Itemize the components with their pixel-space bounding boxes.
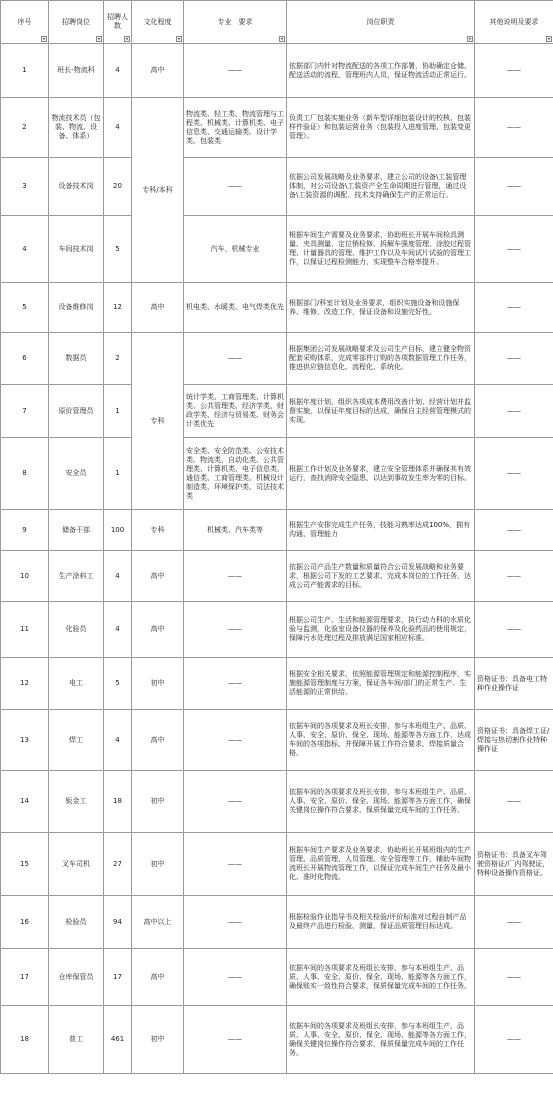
cell-duty[interactable]: 根据集团公司发展战略要求及公司生产目标，建立健全物资配套采购体系，完成零部件订购的各项数据管理工作任务，推进供应链信息化、流程化、系统化。 xyxy=(287,333,475,385)
cell-edu[interactable]: 高中以上 xyxy=(132,896,184,949)
cell-no[interactable]: 12 xyxy=(1,658,49,710)
cell-edu[interactable]: 初中 xyxy=(132,771,184,833)
cell-no[interactable]: 6 xyxy=(1,333,49,385)
cell-num[interactable]: 12 xyxy=(104,283,132,333)
filter-dropdown-icon[interactable] xyxy=(176,36,182,42)
cell-other[interactable]: —— xyxy=(475,44,553,98)
cell-no[interactable]: 16 xyxy=(1,896,49,949)
cell-post[interactable]: 钣金工 xyxy=(49,771,104,833)
header-label: 招聘人数 xyxy=(107,13,128,30)
cell-major[interactable]: —— xyxy=(184,949,287,1006)
cell-duty[interactable]: 根据生产安排完成生产任务，技能习熟率达成100%，拥有沟通、管理能力 xyxy=(287,510,475,551)
cell-num[interactable]: 20 xyxy=(104,158,132,216)
cell-duty[interactable]: 根据车间生产需要及业务要求，协助班长开展车间检具测量、夹具测量、定位销检修、拆解车强度管理、涂胶过程管理、计量器具的管理、维护工作以及车间试片试验的管理工作，以保证过程检测能力，实现整车合格率提升。 xyxy=(287,216,475,283)
cell-edu[interactable]: 高中 xyxy=(132,949,184,1006)
cell-post[interactable]: 原价管理员 xyxy=(49,385,104,438)
cell-num[interactable]: 1 xyxy=(104,438,132,510)
table-row xyxy=(1,385,553,438)
header-cell-no[interactable] xyxy=(1,1,49,44)
cell-major[interactable]: —— xyxy=(184,658,287,710)
cell-no[interactable]: 7 xyxy=(1,385,49,438)
cell-other[interactable]: —— xyxy=(475,1006,553,1074)
table-row xyxy=(1,44,553,98)
cell-num[interactable]: 5 xyxy=(104,216,132,283)
cell-no[interactable]: 8 xyxy=(1,438,49,510)
cell-no[interactable]: 10 xyxy=(1,551,49,602)
cell-major[interactable]: —— xyxy=(184,551,287,602)
cell-num[interactable]: 17 xyxy=(104,949,132,1006)
cell-other[interactable]: —— xyxy=(475,510,553,551)
cell-edu[interactable]: 高中 xyxy=(132,710,184,771)
cell-post[interactable]: 焊工 xyxy=(49,710,104,771)
header-cell-num[interactable] xyxy=(104,1,132,44)
cell-no[interactable]: 5 xyxy=(1,283,49,333)
table-row xyxy=(1,158,553,216)
cell-other[interactable]: 资格证书：具备电工特种作业操作证 xyxy=(475,658,553,710)
cell-num[interactable]: 5 xyxy=(104,658,132,710)
cell-edu[interactable]: 初中 xyxy=(132,1006,184,1074)
cell-major[interactable]: 安全类、安全防范类、公安技术类、物流类、自动化类、公共管理类、计算机类、电子信息类、通信类、工商管理类、机械设计制造类、环境保护类、司法技术类 xyxy=(184,438,287,510)
cell-duty[interactable]: 根据车间生产要求及业务要求，协助班长开展班组内的生产管理、品质管理、人员管理、安全管理等工作，辅助车间物流班长开展物流管理工作，以保证完成车间生产任务及最小化、准时化物流。 xyxy=(287,833,475,896)
table-row xyxy=(1,658,553,710)
cell-major[interactable]: —— xyxy=(184,771,287,833)
cell-post[interactable]: 检验员 xyxy=(49,896,104,949)
cell-no[interactable]: 14 xyxy=(1,771,49,833)
table-row xyxy=(1,551,553,602)
cell-edu[interactable]: 初中 xyxy=(132,658,184,710)
cell-num[interactable]: 4 xyxy=(104,551,132,602)
cell-post[interactable]: 设备技术岗 xyxy=(49,158,104,216)
cell-major[interactable]: —— xyxy=(184,710,287,771)
cell-other[interactable]: 资格证书：具备焊工证/焊接与热切割作业特种操作证 xyxy=(475,710,553,771)
cell-edu[interactable]: 专科 xyxy=(132,510,184,551)
cell-duty[interactable]: 依据车间的各项要求及班长安排，参与本班组生产、品质、人事、安全、原价、保全、现场、能源等各方面工作，确保关键岗位操作符合要求，保质保量完成车间的工作任务。 xyxy=(287,771,475,833)
cell-post[interactable]: 普工 xyxy=(49,1006,104,1074)
cell-duty[interactable]: 根据安全相关要求，依照能源管理规定和能源控制程序，实施能源管理制度与方案，保证各车间/部门的正常生产、生活能源的正常供给。 xyxy=(287,658,475,710)
cell-post[interactable]: 电工 xyxy=(49,658,104,710)
cell-major[interactable]: —— xyxy=(184,602,287,658)
header-label: 其他说明及要求 xyxy=(489,17,539,26)
cell-duty[interactable]: 依据公司发展战略及业务要求，建立公司的设备\工装管理体制，对公司设备\工装资产全生命周期进行管理，通过设备\工装资源的调配、技术支持确保生产的正常运行。 xyxy=(287,158,475,216)
cell-num[interactable]: 94 xyxy=(104,896,132,949)
cell-post[interactable]: 物流技术员（包装、物流、设备、体系） xyxy=(49,98,104,158)
cell-other[interactable]: —— xyxy=(475,98,553,158)
cell-major[interactable]: 统计学类、工商管理类、计算机类、公共管理类、经济学类、财政学类、经济与贸易类、财务会计类优先 xyxy=(184,385,287,438)
header-cell-major[interactable] xyxy=(184,1,287,44)
cell-no[interactable]: 11 xyxy=(1,602,49,658)
cell-other[interactable]: —— xyxy=(475,438,553,510)
cell-num[interactable]: 27 xyxy=(104,833,132,896)
cell-other[interactable]: —— xyxy=(475,385,553,438)
filter-dropdown-icon[interactable] xyxy=(96,36,102,42)
cell-edu[interactable]: 高中 xyxy=(132,44,184,98)
cell-num[interactable]: 18 xyxy=(104,771,132,833)
table-row xyxy=(1,949,553,1006)
cell-no[interactable]: 1 xyxy=(1,44,49,98)
header-label: 序号 xyxy=(17,17,32,26)
cell-num[interactable]: 1 xyxy=(104,385,132,438)
cell-other[interactable]: —— xyxy=(475,216,553,283)
table-row xyxy=(1,771,553,833)
cell-duty[interactable]: 负责工厂包装实施业务（新车型详细包装设计的校核、包装样件验证）和包装运营业务（包装投入进度管理、包装变更管理）。 xyxy=(287,98,475,158)
cell-major[interactable]: —— xyxy=(184,1006,287,1074)
cell-no[interactable]: 13 xyxy=(1,710,49,771)
table-row xyxy=(1,216,553,283)
cell-major[interactable]: 机械类、汽车类等 xyxy=(184,510,287,551)
table-row xyxy=(1,833,553,896)
cell-duty[interactable]: 依据部门内针对物流配送的各项工作部署，协助确定仓储、配送活动的流程，管理班内人员，保证物流活动正常运行。 xyxy=(287,44,475,98)
filter-dropdown-icon[interactable] xyxy=(546,36,552,42)
cell-no[interactable]: 4 xyxy=(1,216,49,283)
cell-post[interactable]: 生产涂料工 xyxy=(49,551,104,602)
cell-duty[interactable]: 根据检验作业指导书及相关检验/评价标准对过程自制产品及最终产品进行检验、测量，保证品质管理目标达成。 xyxy=(287,896,475,949)
header-cell-duty[interactable] xyxy=(287,1,475,44)
cell-post[interactable]: 设备维修岗 xyxy=(49,283,104,333)
cell-post[interactable]: 仓库保管员 xyxy=(49,949,104,1006)
table-row xyxy=(1,1006,553,1074)
cell-major[interactable]: —— xyxy=(184,833,287,896)
cell-edu[interactable]: 初中 xyxy=(132,833,184,896)
cell-duty[interactable]: 根据部门/科室计划及业务要求，组织实施设备和设施保养、维修、改造工作，保证设备和设施完好性。 xyxy=(287,283,475,333)
cell-other[interactable]: —— xyxy=(475,158,553,216)
table-row xyxy=(1,438,553,510)
cell-duty[interactable]: 根据工作计划及业务要求，建立安全管理体系并确保其有效运行，查找消除安全隐患，以达到事故发生率为零的目标。 xyxy=(287,438,475,510)
header-label: 专业 要求 xyxy=(217,17,253,26)
cell-num[interactable]: 4 xyxy=(104,98,132,158)
table-row xyxy=(1,98,553,158)
header-cell-other[interactable] xyxy=(475,1,553,44)
cell-major[interactable]: —— xyxy=(184,333,287,385)
cell-no[interactable]: 3 xyxy=(1,158,49,216)
cell-other[interactable]: —— xyxy=(475,283,553,333)
cell-duty[interactable]: 根据公司生产、生活和能源管理要求，执行动力科的水质化验与监测，化验室设备仪器的保养及化验药品的使用规定，保障污水处理过程及排放满足国家相应标准。 xyxy=(287,602,475,658)
table-row xyxy=(1,510,553,551)
header-label: 岗位职责 xyxy=(366,17,395,26)
cell-edu[interactable]: 高中 xyxy=(132,602,184,658)
table-row xyxy=(1,896,553,949)
cell-other[interactable]: —— xyxy=(475,602,553,658)
filter-dropdown-icon[interactable] xyxy=(124,36,130,42)
cell-major[interactable]: 机电类、水暖类、电气焊类优先 xyxy=(184,283,287,333)
table-row xyxy=(1,710,553,771)
cell-duty[interactable]: 依据公司产品生产数量和质量符合公司发展战略和业务要求，根据公司下发的工艺要求，完成本岗位的工作任务，达成公司产能需求的目标。 xyxy=(287,551,475,602)
cell-no[interactable]: 15 xyxy=(1,833,49,896)
cell-num[interactable]: 4 xyxy=(104,602,132,658)
header-label: 招聘岗位 xyxy=(62,17,90,26)
cell-num[interactable]: 4 xyxy=(104,710,132,771)
filter-dropdown-icon[interactable] xyxy=(279,36,285,42)
cell-other[interactable]: —— xyxy=(475,949,553,1006)
header-row xyxy=(1,1,553,44)
cell-duty[interactable]: 依据车间的各项要求及班长安排，参与本班组生产、品质、人事、安全、原价、保全、现场、能源等各方面工作，达成车间的各项指标，并保障开展工作符合要求，焊接质量合格。 xyxy=(287,710,475,771)
cell-no[interactable]: 9 xyxy=(1,510,49,551)
cell-post[interactable]: 数据员 xyxy=(49,333,104,385)
filter-dropdown-icon[interactable] xyxy=(41,36,47,42)
cell-edu[interactable]: 高中 xyxy=(132,551,184,602)
cell-post[interactable]: 化验员 xyxy=(49,602,104,658)
cell-no[interactable]: 17 xyxy=(1,949,49,1006)
cell-edu[interactable]: 专科 xyxy=(132,333,184,510)
cell-post[interactable]: 储备干部 xyxy=(49,510,104,551)
cell-other[interactable]: —— xyxy=(475,551,553,602)
filter-dropdown-icon[interactable] xyxy=(467,36,473,42)
cell-no[interactable]: 2 xyxy=(1,98,49,158)
cell-post[interactable]: 班长-物流科 xyxy=(49,44,104,98)
cell-major[interactable]: 物流类、轻工类、物流管理与工程类、机械类、计算机类、电子信息类、交通运输类、设计学类、包装类 xyxy=(184,98,287,158)
header-cell-edu[interactable] xyxy=(132,1,184,44)
cell-edu[interactable]: 专科/本科 xyxy=(132,98,184,283)
cell-major[interactable]: —— xyxy=(184,896,287,949)
cell-post[interactable]: 叉车司机 xyxy=(49,833,104,896)
cell-num[interactable]: 461 xyxy=(104,1006,132,1074)
cell-duty[interactable]: 依据车间的各项要求及班组长安排，参与本班组生产、品质、人事、安全、原价、保全、现场、能源等各方面工作，确保关键岗位操作符合要求，保质保量完成车间的工作任务。 xyxy=(287,1006,475,1074)
header-label: 文化程度 xyxy=(143,17,172,26)
cell-num[interactable]: 4 xyxy=(104,44,132,98)
cell-post[interactable]: 安全员 xyxy=(49,438,104,510)
cell-num[interactable]: 2 xyxy=(104,333,132,385)
cell-num[interactable]: 100 xyxy=(104,510,132,551)
cell-edu[interactable]: 高中 xyxy=(132,283,184,333)
cell-post[interactable]: 车间技术岗 xyxy=(49,216,104,283)
table-row xyxy=(1,602,553,658)
cell-other[interactable]: —— xyxy=(475,771,553,833)
table-row xyxy=(1,283,553,333)
cell-duty[interactable]: 根据年度计划，组织各项成本费用改善计划、经营计划并监督实施，以保证年度目标的达成，确保自主经营管理模式的实现。 xyxy=(287,385,475,438)
cell-duty[interactable]: 依据车间的各项要求及班组长安排，参与本班组生产、品质、人事、安全、原价、保全、现场、能源等各方面工作，确保账实一致性符合要求，保质保量完成车间的工作任务。 xyxy=(287,949,475,1006)
cell-no[interactable]: 18 xyxy=(1,1006,49,1074)
table-row xyxy=(1,333,553,385)
cell-other[interactable]: —— xyxy=(475,333,553,385)
header-cell-post[interactable] xyxy=(49,1,104,44)
cell-other[interactable]: —— xyxy=(475,896,553,949)
cell-major[interactable]: —— xyxy=(184,158,287,216)
cell-major[interactable]: —— xyxy=(184,44,287,98)
cell-major[interactable]: 汽车、机械专业 xyxy=(184,216,287,283)
cell-other[interactable]: 资格证书：具备叉车驾驶资格证/厂内驾驶证，特种设备操作资格证。 xyxy=(475,833,553,896)
